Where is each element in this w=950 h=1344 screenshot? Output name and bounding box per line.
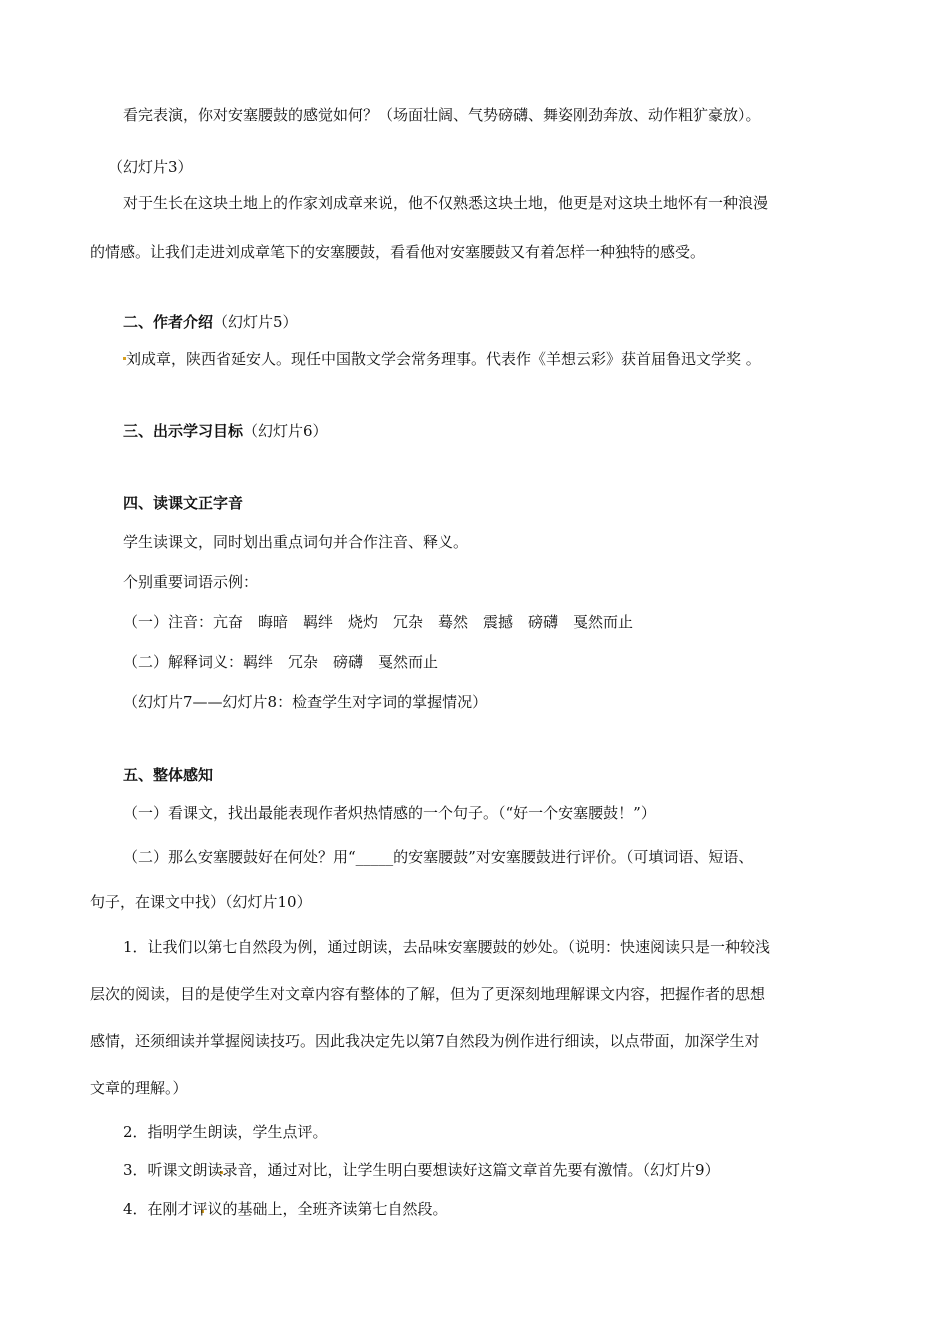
section-heading-author [123,311,298,333]
body-line: （一）看课文，找出最能表现作者炽热情感的一个句子。（“好一个安塞腰鼓！”） [123,804,656,822]
list-item: 1．让我们以第七自然段为例，通过朗读，去品味安塞腰鼓的妙处。（说明：快速阅读只是一种较浅 [123,938,771,956]
pinyin-words: （一）注音：亢奋 晦暗 羁绊 烧灼 冗杂 蓦然 震撼 磅礴 戛然而止 [123,613,634,631]
list-item-continued: 感情，还须细读并掌握阅读技巧。因此我决定先以第7自然段为例作进行细读，以点带面，加深学生对 [90,1032,760,1050]
body-line: 个别重要词语示例： [123,573,259,591]
body-line: （二）那么安塞腰鼓好在何处？用“_____的安塞腰鼓”对安塞腰鼓进行评价。（可填词语、短语、 [123,848,754,866]
intro-paragraph: 看完表演，你对安塞腰鼓的感觉如何？（场面壮阔、气势磅礴、舞姿刚劲奔放、动作粗犷豪放）。 [123,106,761,124]
list-item-continued: 层次的阅读，目的是使学生对文章内容有整体的了解，但为了更深刻地理解课文内容，把握作者的思想 [90,985,766,1003]
slide-reference: （幻灯片5） [213,313,298,331]
section-heading-reading: 四、读课文正字音 [123,494,244,512]
list-item: 4．在刚才评议的基础上，全班齐读第七自然段。 [123,1200,448,1218]
section-title: 二、作者介绍 [123,313,214,331]
section-title: 三、出示学习目标 [123,422,244,440]
body-line: 学生读课文，同时划出重点词句并合作注音、释义。 [123,533,469,551]
section-heading-goals [123,420,328,442]
list-item: 2．指明学生朗读，学生点评。 [123,1123,328,1141]
body-line: 句子，在课文中找）（幻灯片10） [90,893,312,911]
list-item-continued: 文章的理解。） [90,1079,188,1097]
section-heading-overall: 五、整体感知 [123,766,214,784]
author-description: 刘成章，陕西省延安人。现任中国散文学会常务理事。代表作《羊想云彩》获首届鲁迅文学奖 。 [126,350,761,368]
slide-reference: （幻灯片6） [243,422,328,440]
list-item: 3．听课文朗读录音，通过对比，让学生明白要想读好这篇文章首先要有激情。（幻灯片9） [123,1161,720,1179]
definition-words: （二）解释词义：羁绊 冗杂 磅礴 戛然而止 [123,653,439,671]
slide-reference: （幻灯片3） [108,158,193,176]
intro-paragraph-line: 的情感。让我们走进刘成章笔下的安塞腰鼓，看看他对安塞腰鼓又有着怎样一种独特的感受。 [90,243,706,261]
intro-paragraph-line: 对于生长在这块土地上的作家刘成章来说，他不仅熟悉这块土地，他更是对这块土地怀有一种浪漫 [123,194,769,212]
slide-reference: （幻灯片7——幻灯片8：检查学生对字词的掌握情况） [123,693,488,711]
